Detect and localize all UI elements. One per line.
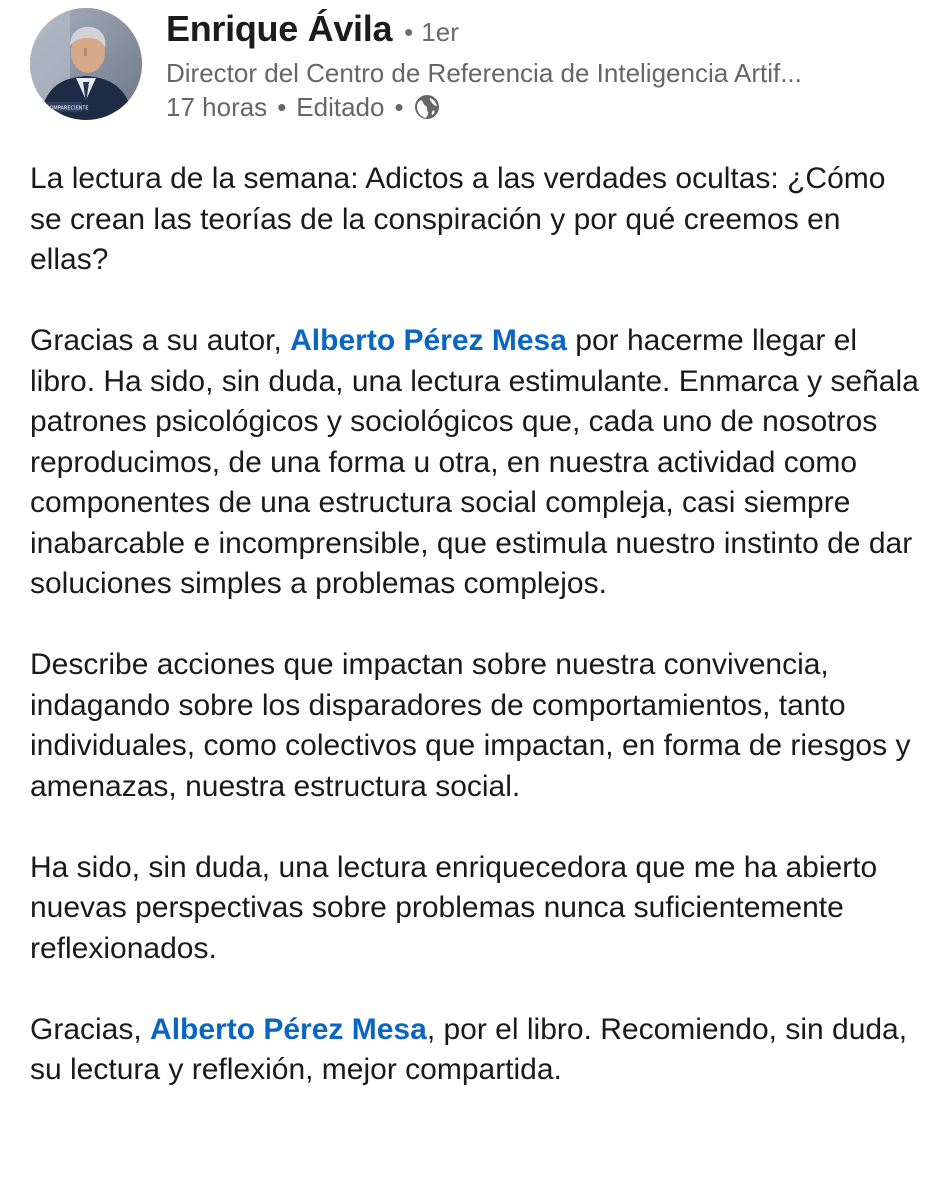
paragraph-5-text-after: , por el libro. Recomiendo, sin duda, su lectura y reflexión, mejor compartida. bbox=[30, 1012, 908, 1086]
name-row bbox=[166, 8, 936, 56]
edited-label: Editado bbox=[296, 92, 385, 122]
post-paragraph-3: Describe acciones que impactan sobre nuestra convivencia, indagando sobre los disparadores de comportamientos, tanto individuales, como colectivos que impactan, en forma de riesgos y amenazas, nuestra estructura social. bbox=[30, 648, 911, 803]
post-body bbox=[30, 159, 925, 1091]
mention-link-alberto[interactable]: Alberto Pérez Mesa bbox=[290, 324, 567, 357]
post-paragraph-5 bbox=[30, 1010, 925, 1091]
visibility-separator: • bbox=[394, 92, 404, 122]
post-paragraph-1: La lectura de la semana: Adictos a las verdades ocultas: ¿Cómo se crean las teorías de la conspiración y por qué creemos en ellas? bbox=[30, 162, 886, 276]
avatar-photo bbox=[30, 8, 142, 120]
degree-separator: • bbox=[404, 17, 414, 47]
time-separator: • bbox=[277, 92, 287, 122]
post-paragraph-4: Ha sido, sin duda, una lectura enriquecedora que me ha abierto nuevas perspectivas sobre problemas nunca suficientemente reflexionados. bbox=[30, 850, 878, 965]
connection-degree: 1er bbox=[421, 17, 459, 47]
paragraph-2-text-after: por hacerme llegar el libro. Ha sido, sin duda, una lectura estimulante. Enmarca y señala patrones psicológicos y sociológicos que, cada uno de nosotros reproducimos, de una forma u otra, en nuestra actividad como componentes de una estructura social compleja, casi siempre inabarcable e incomprensible, que estimula nuestro instinto de dar soluciones simples a problemas complejos. bbox=[30, 324, 919, 600]
avatar[interactable] bbox=[30, 8, 142, 120]
globe-icon bbox=[414, 94, 440, 120]
mention-link-alberto-2[interactable]: Alberto Pérez Mesa bbox=[150, 1012, 427, 1046]
avatar-badge-text: COMPARECIENTE bbox=[46, 105, 89, 112]
post-paragraph-2 bbox=[30, 321, 925, 605]
author-name[interactable]: Enrique Ávila bbox=[166, 8, 393, 49]
post-time-row bbox=[166, 90, 936, 124]
author-headline[interactable]: Director del Centro de Referencia de Inteligencia Artif... bbox=[166, 58, 802, 88]
post-time: 17 horas bbox=[166, 92, 268, 122]
paragraph-2-text-before: Gracias a su autor, bbox=[30, 324, 291, 357]
author-meta bbox=[166, 8, 936, 124]
paragraph-5-text-before: Gracias, bbox=[30, 1012, 151, 1046]
post-header bbox=[30, 8, 930, 122]
